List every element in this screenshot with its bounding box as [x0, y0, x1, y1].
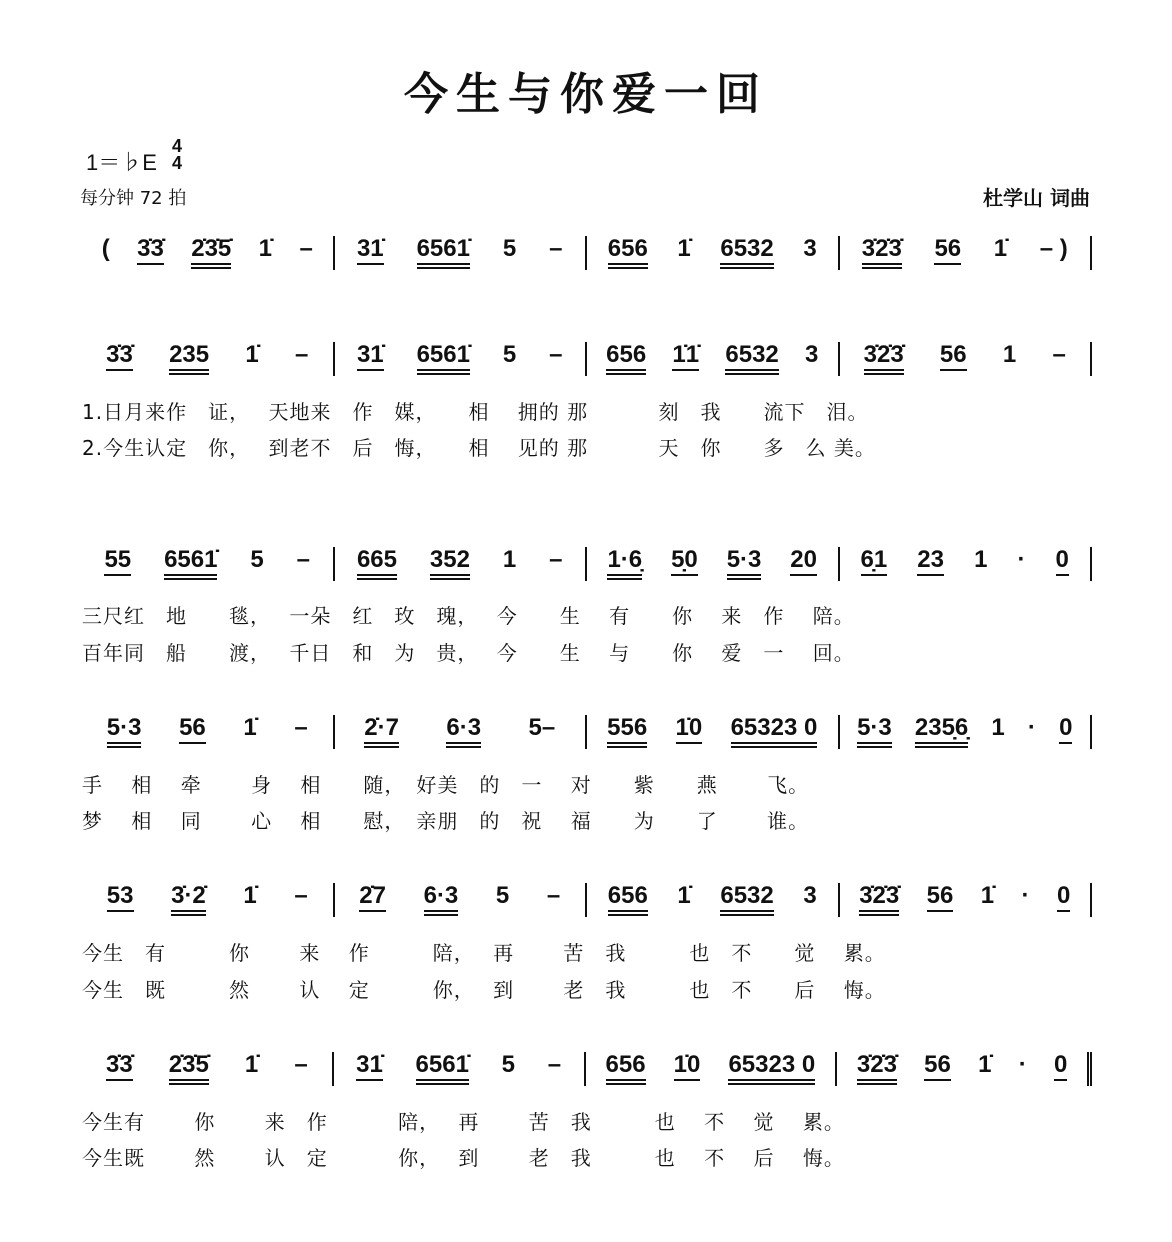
lyric-line-verse-2: 今生既 然 认 定 你， 到 老 我 也 不 后 悔。	[82, 1146, 845, 1170]
note-group: 1	[974, 546, 988, 573]
note-group: 1	[991, 714, 1005, 741]
note-group: 1̇1̇	[672, 342, 699, 371]
note-group: 20	[790, 547, 817, 576]
note-group: –	[549, 546, 563, 573]
measure	[82, 1052, 334, 1086]
note-group: ·	[1021, 882, 1030, 909]
measure	[840, 236, 1093, 270]
note-group: 3	[803, 882, 817, 909]
song-title: 今生与你爱一回	[404, 69, 768, 120]
note-group: 31̇	[356, 1052, 383, 1081]
note-group: 1	[502, 546, 517, 573]
note-group: 6561̇	[164, 547, 217, 580]
note-group: 3̇2̇3̇	[864, 342, 904, 375]
note-group: 3̇2̇3̇	[859, 883, 899, 916]
tempo-marking: 每分钟 72 拍	[80, 188, 187, 209]
measure	[82, 883, 335, 917]
measure	[587, 883, 840, 917]
staff-row	[82, 336, 1092, 376]
measure	[335, 236, 588, 270]
measure	[840, 715, 1093, 749]
note-group: 6532	[725, 342, 778, 375]
lyric-line-verse-1: 今生有 你 来 作 陪， 再 苦 我 也 不 觉 累。	[82, 1110, 845, 1134]
note-group: –	[549, 341, 563, 368]
note-group: 0	[1056, 547, 1069, 576]
note-group: 1·6̣	[607, 547, 642, 580]
note-group: 5	[501, 1051, 516, 1078]
note-group: 1̇	[980, 882, 995, 909]
note-group: 3̇·2̇	[171, 883, 206, 916]
note-group: 1̇0	[676, 715, 703, 744]
lyric-line-verse-2: 梦 相 同 心 相 慰， 亲朋 的 祝 福 为 了 谁。	[82, 809, 810, 833]
note-group: ·	[1027, 714, 1036, 741]
note-group: 6532	[720, 236, 773, 269]
note-group: ·	[1017, 546, 1026, 573]
note-group: 0	[1059, 715, 1072, 744]
note-group: 5·3	[857, 715, 892, 748]
measure	[335, 715, 588, 749]
note-group: 3̇3̇	[137, 236, 164, 265]
note-group: 5–	[528, 714, 556, 741]
measure	[587, 342, 840, 376]
staff-row	[82, 709, 1092, 749]
note-group: 352	[430, 547, 470, 580]
measure	[587, 236, 840, 270]
note-group: –	[546, 882, 561, 909]
note-group: 56	[934, 236, 961, 265]
measure	[587, 715, 840, 749]
time-sig-bottom: 4	[172, 153, 183, 173]
note-group: –	[547, 1051, 562, 1078]
measure	[586, 1052, 838, 1086]
note-group: 31̇	[357, 342, 384, 371]
note-group: ·	[1018, 1051, 1027, 1078]
note-group: 3̇3̇	[106, 1052, 133, 1081]
note-group: 56	[940, 342, 967, 371]
lyric-line-verse-1: 三尺红 地 毯， 一朵 红 玫 瑰， 今 生 有 你 来 作 陪。	[82, 604, 855, 628]
lyric-line-verse-2: 百年同 船 渡， 千日 和 为 贵， 今 生 与 你 爱 一 回。	[82, 641, 855, 665]
note-group: 23	[917, 547, 944, 576]
note-group: 56	[927, 883, 954, 912]
note-group: 656	[606, 342, 646, 375]
note-group: 235̣6̣	[915, 715, 968, 748]
note-group: 56	[179, 715, 206, 744]
note-group: 6561̇	[416, 1052, 469, 1085]
note-group: – )	[1039, 235, 1068, 262]
note-group: –	[296, 546, 311, 573]
note-group: 65323 0	[731, 715, 818, 748]
note-group: 31̇	[357, 236, 384, 265]
note-group: 656	[608, 883, 648, 916]
staff-row	[82, 1046, 1092, 1086]
note-group: 6·3	[424, 883, 459, 916]
note-group: 55	[104, 547, 131, 576]
note-group: 0	[1057, 883, 1070, 912]
note-group: 5̣0	[671, 547, 698, 576]
note-group: 1̇	[978, 1051, 992, 1078]
note-group: 3̇3̇	[106, 342, 133, 371]
note-group: 3̇2̇3̇	[857, 1052, 897, 1085]
time-sig-top: 4	[172, 136, 183, 156]
note-group: 5	[250, 546, 264, 573]
staff-row	[82, 877, 1092, 917]
note-group: 1̇	[243, 714, 257, 741]
note-group: 1̇	[245, 341, 259, 368]
note-group: 235	[169, 342, 209, 375]
lyric-line-verse-2: 今生 既 然 认 定 你， 到 老 我 也 不 后 悔。	[82, 978, 886, 1002]
note-group: 5	[495, 882, 510, 909]
measure	[82, 547, 335, 581]
measure	[840, 342, 1093, 376]
note-group: 5·3	[107, 715, 142, 748]
note-group: 6̣1	[861, 547, 888, 576]
lyric-line-verse-2: 2.今生认定 你， 到老不 后 悔， 相 见的 那 天 你 多 么 美。	[82, 436, 876, 460]
note-group: 2̇7	[359, 883, 386, 912]
measure	[335, 547, 588, 581]
note-group: –	[294, 882, 308, 909]
note-group: 1̇	[244, 1051, 259, 1078]
note-group: 2̇3̇5̇	[169, 1052, 209, 1085]
lyric-line-verse-1: 手 相 牵 身 相 随， 好美 的 一 对 紫 燕 飞。	[82, 773, 810, 797]
lyric-line-verse-1: 1.日月来作 证， 天地来 作 媒， 相 拥的 那 刻 我 流下 泪。	[82, 400, 869, 424]
measure	[837, 1052, 1092, 1086]
key-signature: 1＝♭E	[86, 150, 157, 175]
intro-staff-row	[82, 230, 1092, 270]
note-group: –	[294, 1051, 308, 1078]
note-group: 5	[502, 341, 517, 368]
measure	[82, 236, 335, 270]
note-group: 6·3	[446, 715, 481, 748]
note-group: 665	[357, 547, 397, 580]
measure	[334, 1052, 586, 1086]
note-group: 6532	[720, 883, 773, 916]
note-group: 2̇·7	[364, 715, 399, 748]
note-group: 53	[107, 883, 134, 912]
author-credit: 杜学山 词曲	[983, 186, 1090, 210]
note-group: 1̇	[993, 235, 1008, 262]
note-group: 3	[805, 341, 819, 368]
note-group: –	[294, 341, 309, 368]
staff-row	[82, 541, 1092, 581]
note-group: 5	[502, 235, 517, 262]
note-group: 656	[606, 1052, 646, 1085]
note-group: 1̇	[677, 235, 691, 262]
note-group: –	[294, 714, 308, 741]
note-group: –	[1052, 341, 1066, 368]
measure	[335, 342, 588, 376]
note-group: 656	[608, 236, 648, 269]
note-group: 6561̇	[417, 236, 470, 269]
note-group: 3	[803, 235, 817, 262]
note-group: 1̇0	[674, 1052, 701, 1081]
note-group: 6561̇	[417, 342, 470, 375]
note-group: 556	[607, 715, 647, 748]
measure	[840, 547, 1093, 581]
note-group: 1̇	[677, 882, 691, 909]
note-group: –	[549, 235, 563, 262]
time-signature	[172, 138, 182, 172]
measure	[840, 883, 1093, 917]
measure	[82, 715, 335, 749]
note-group: 1̇	[258, 235, 273, 262]
note-group: 3̇2̇3̇	[862, 236, 902, 269]
measure	[82, 342, 335, 376]
note-group: 5·3	[727, 547, 762, 580]
note-group: 2̇3̇5̇	[191, 236, 231, 269]
note-group: 65323 0	[728, 1052, 815, 1085]
note-group: 0	[1054, 1052, 1067, 1081]
note-group: 1	[1002, 341, 1017, 368]
measure	[587, 547, 840, 581]
note-group: (	[101, 235, 110, 262]
note-group: –	[299, 235, 313, 262]
note-group: 1̇	[243, 882, 257, 909]
lyric-line-verse-1: 今生 有 你 来 作 陪， 再 苦 我 也 不 觉 累。	[82, 941, 886, 965]
note-group: 56	[924, 1052, 951, 1081]
measure	[335, 883, 588, 917]
